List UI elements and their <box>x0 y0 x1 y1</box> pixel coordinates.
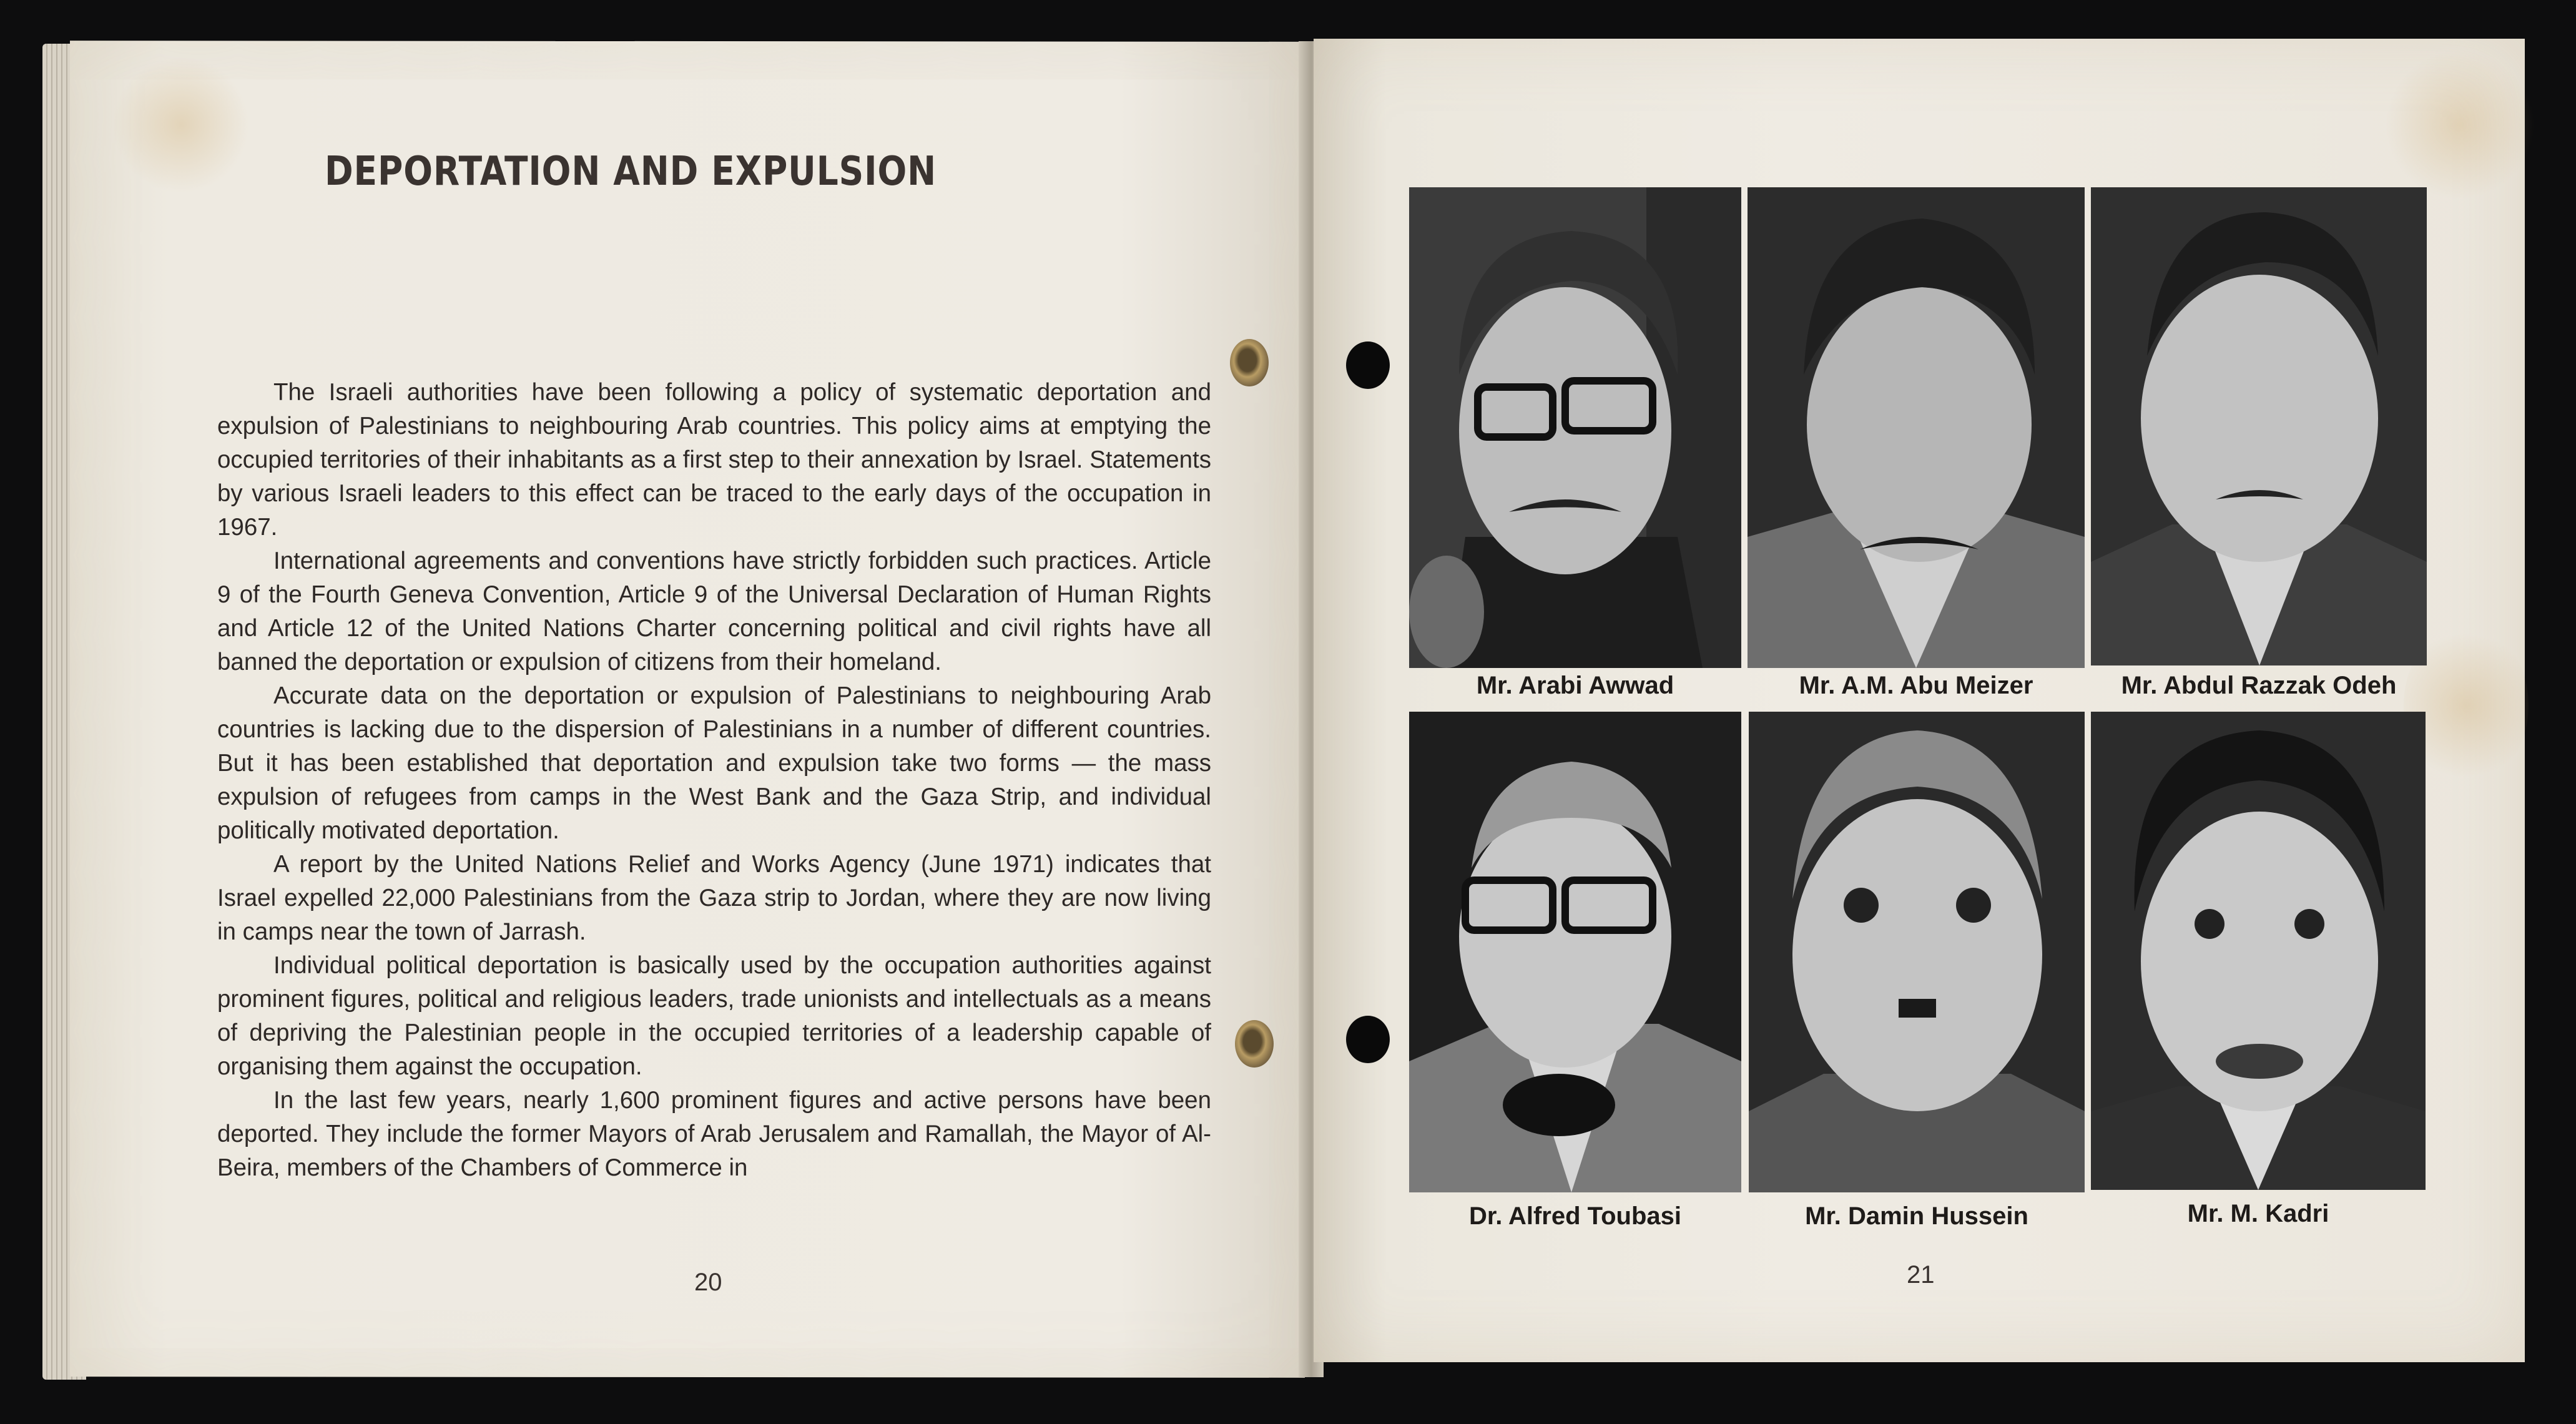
page-title: DEPORTATION AND EXPULSION <box>325 149 937 195</box>
paper-stain <box>2385 50 2535 200</box>
paper-stain <box>112 56 250 194</box>
binding-hole-bottom-right <box>1346 1016 1390 1063</box>
portrait-photo <box>1748 187 2085 668</box>
binding-hole-top-right <box>1346 341 1390 389</box>
photo-caption: Mr. Damin Hussein <box>1805 1202 2028 1230</box>
paragraph: Individual political deportation is basically used by the occupation authorities against prominent figures, political and religious leaders, trade unionists and intellectuals as a means of depriving the Palestinian people in the occupied territories of a leadership capable of organising them against the occupation. <box>217 952 1211 1080</box>
page-number-right: 21 <box>1907 1261 1935 1289</box>
page-number-left: 20 <box>694 1269 722 1296</box>
photo-caption: Mr. M. Kadri <box>2187 1200 2329 1227</box>
article-body <box>217 376 1211 1185</box>
portrait-illustration <box>1749 712 2085 1192</box>
portrait-photo <box>1749 712 2085 1192</box>
photo-caption: Mr. Abdul Razzak Odeh <box>2121 672 2397 699</box>
photo-caption: Mr. Arabi Awwad <box>1476 672 1674 699</box>
portrait-illustration <box>1409 187 1741 668</box>
paragraph: The Israeli authorities have been following a policy of systematic deportation and expulsion of Palestinians to neighbouring Arab countries. This policy aims at emptying the occupied territories of their inhabitants as a first step to their annexation by Israel. Statements by various Israeli leaders to this effect can be traced to the early days of the occupation in 1967. <box>217 379 1211 541</box>
binding-hole-bottom-left <box>1235 1020 1274 1068</box>
paragraph: Accurate data on the deportation or expulsion of Palestinians to neighbouring Arab countries is lacking due to the dispersion of Palestinians in a number of different countries. But it has been established that deportation and expulsion take two forms — the mass expulsion of refugees from camps in the West Bank and the Gaza Strip, and individual politically motivated deportation. <box>217 682 1211 844</box>
portrait-illustration <box>2091 712 2426 1190</box>
binding-hole-top-left <box>1230 339 1269 386</box>
photo-caption: Mr. A.M. Abu Meizer <box>1799 672 2033 699</box>
portrait-photo <box>2091 712 2426 1190</box>
portrait-illustration <box>1409 712 1741 1192</box>
portrait-photo <box>1409 187 1741 668</box>
portrait-photo <box>2091 187 2427 665</box>
paragraph: In the last few years, nearly 1,600 prominent figures and active persons have been deported. They include the former Mayors of Arab Jerusalem and Ramallah, the Mayor of Al-Beira, members of the Chambers of Commerce in <box>217 1087 1211 1181</box>
paragraph: International agreements and conventions have strictly forbidden such practices. Article 9 of the Fourth Geneva Convention, Article 9 of the Universal Declaration of Human Rights and Article 12 of the United Nations Charter concerning political and civil rights have all banned the deportation or expulsion of citizens from their homeland. <box>217 548 1211 675</box>
photo-caption: Dr. Alfred Toubasi <box>1468 1202 1682 1230</box>
portrait-illustration <box>2091 187 2427 665</box>
portrait-photo <box>1409 712 1741 1192</box>
portrait-illustration <box>1748 187 2085 668</box>
paragraph: A report by the United Nations Relief and Works Agency (June 1971) indicates that Israel expelled 22,000 Palestinians from the Gaza strip to Jordan, where they are now living in camps near the town of Jarrash. <box>217 851 1211 945</box>
